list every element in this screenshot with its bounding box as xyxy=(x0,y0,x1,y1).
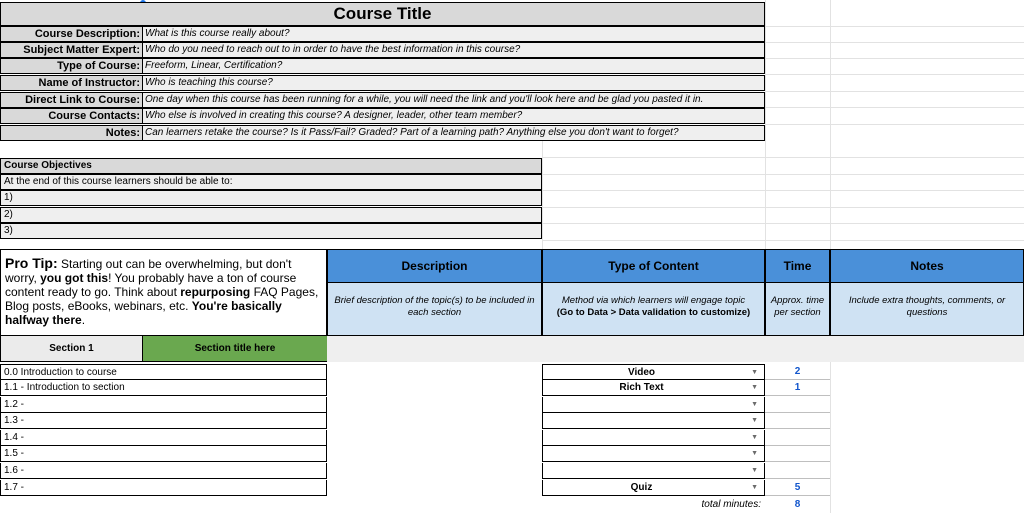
lesson-time[interactable]: 5 xyxy=(765,480,830,496)
subheader-notes[interactable]: Include extra thoughts, comments, or questions xyxy=(830,283,1024,336)
lesson-row[interactable] xyxy=(0,480,1024,496)
info-value[interactable]: Who is teaching this course? xyxy=(143,75,765,91)
lesson-row[interactable] xyxy=(0,397,1024,413)
objective-item[interactable]: 1) xyxy=(0,190,542,206)
gridline xyxy=(765,26,1024,27)
info-row-contacts[interactable] xyxy=(0,108,765,124)
chevron-down-icon[interactable]: ▼ xyxy=(751,401,758,408)
lesson-time[interactable] xyxy=(765,446,830,462)
header-time[interactable]: Time xyxy=(765,249,830,283)
lesson-name[interactable]: 1.3 - xyxy=(0,413,327,429)
lesson-type-select[interactable] xyxy=(542,380,765,396)
info-label: Name of Instructor: xyxy=(0,75,143,91)
gridline xyxy=(765,42,1024,43)
lesson-type-select[interactable] xyxy=(542,430,765,446)
info-row-type[interactable] xyxy=(0,58,765,74)
lesson-name[interactable]: 1.5 - xyxy=(0,446,327,462)
lesson-type-select[interactable] xyxy=(542,446,765,462)
pro-tip-bold: You're basically halfway there xyxy=(5,299,282,327)
chevron-down-icon[interactable]: ▼ xyxy=(751,384,758,391)
lesson-type-select[interactable] xyxy=(542,397,765,413)
lesson-row[interactable] xyxy=(0,430,1024,446)
section-row-fill[interactable] xyxy=(327,336,1024,362)
chevron-down-icon[interactable]: ▼ xyxy=(751,417,758,424)
lesson-time[interactable]: 2 xyxy=(765,364,830,380)
pro-tip-text: . xyxy=(81,313,86,327)
pro-tip-lead: Pro Tip: xyxy=(5,255,58,271)
chevron-down-icon[interactable]: ▼ xyxy=(751,467,758,474)
gridline xyxy=(765,91,1024,92)
pro-tip-text: FAQ Pages, Blog posts, eBooks, webinars, etc. xyxy=(5,285,319,313)
info-value[interactable]: Can learners retake the course? Is it Pass/Fail? Graded? Part of a learning path? Anything else you don't want to forget? xyxy=(143,125,765,141)
objective-item[interactable]: 2) xyxy=(0,207,542,223)
pro-tip-text: Starting out can be overwhelming, but don't worry, xyxy=(5,257,292,285)
gridline xyxy=(542,207,1024,208)
lesson-type-select[interactable] xyxy=(542,364,765,380)
lesson-name[interactable]: 0.0 Introduction to course xyxy=(0,364,327,380)
header-description[interactable]: Description xyxy=(327,249,542,283)
info-label: Course Contacts: xyxy=(0,108,143,124)
lesson-row[interactable] xyxy=(0,413,1024,429)
pro-tip[interactable] xyxy=(0,249,327,336)
section-number[interactable]: Section 1 xyxy=(0,336,143,362)
lesson-time[interactable]: 1 xyxy=(765,380,830,396)
lesson-type-select[interactable] xyxy=(542,480,765,496)
gridline xyxy=(765,124,1024,125)
info-label: Course Description: xyxy=(0,26,143,42)
info-label: Type of Course: xyxy=(0,58,143,74)
chevron-down-icon[interactable]: ▼ xyxy=(751,434,758,441)
lesson-type-value: Rich Text xyxy=(619,382,664,393)
total-minutes-value[interactable]: 8 xyxy=(794,499,801,510)
pro-tip-text: ! You probably have a ton of course content ready to go. Think about xyxy=(5,271,297,299)
lesson-name[interactable]: 1.7 - xyxy=(0,480,327,496)
gridline xyxy=(765,58,1024,59)
lesson-row[interactable] xyxy=(0,463,1024,479)
subheader-hint: (Go to Data > Data validation to customize) xyxy=(556,307,751,318)
lesson-row[interactable] xyxy=(0,446,1024,462)
gridline xyxy=(542,174,1024,175)
gridline xyxy=(765,107,1024,108)
lesson-time[interactable] xyxy=(765,463,830,479)
section-title[interactable]: Section title here xyxy=(143,336,327,362)
objectives-heading[interactable]: Course Objectives xyxy=(0,158,542,174)
objective-item[interactable]: 3) xyxy=(0,223,542,239)
gridline xyxy=(542,223,1024,224)
gridline xyxy=(542,240,1024,241)
total-minutes-label: total minutes: xyxy=(701,499,761,510)
info-value[interactable]: Who do you need to reach out to in order to have the best information in this course? xyxy=(143,42,765,58)
lesson-type-select[interactable] xyxy=(542,413,765,429)
info-row-sme[interactable] xyxy=(0,42,765,58)
objectives-intro[interactable]: At the end of this course learners should be able to: xyxy=(0,174,542,190)
lesson-type-value: Video xyxy=(627,367,656,378)
lesson-row[interactable] xyxy=(0,364,1024,380)
info-row-link[interactable] xyxy=(0,92,765,108)
lesson-time[interactable] xyxy=(765,413,830,429)
info-row-description[interactable] xyxy=(0,26,765,42)
subheader-text: Method via which learners will engage topic xyxy=(561,295,746,306)
chevron-down-icon[interactable]: ▼ xyxy=(751,369,758,376)
gridline xyxy=(542,190,1024,191)
lesson-name[interactable]: 1.4 - xyxy=(0,430,327,446)
header-type-of-content[interactable]: Type of Content xyxy=(542,249,765,283)
lesson-type-select[interactable] xyxy=(542,463,765,479)
subheader-time[interactable]: Approx. time per section xyxy=(765,283,830,336)
info-value[interactable]: Who else is involved in creating this course? A designer, leader, other team member? xyxy=(143,108,765,124)
lesson-time[interactable] xyxy=(765,397,830,413)
info-value[interactable]: What is this course really about? xyxy=(143,26,765,42)
chevron-down-icon[interactable]: ▼ xyxy=(751,484,758,491)
lesson-name[interactable]: 1.1 - Introduction to section xyxy=(0,380,327,396)
lesson-name[interactable]: 1.2 - xyxy=(0,397,327,413)
gridline xyxy=(765,74,1024,75)
gridline xyxy=(542,157,1024,158)
chevron-down-icon[interactable]: ▼ xyxy=(751,450,758,457)
info-value[interactable]: Freeform, Linear, Certification? xyxy=(143,58,765,74)
header-notes[interactable]: Notes xyxy=(830,249,1024,283)
subheader-description[interactable]: Brief description of the topic(s) to be included in each section xyxy=(327,283,542,336)
pro-tip-bold: you got this xyxy=(40,271,109,285)
lesson-type-value: Quiz xyxy=(630,482,653,493)
info-label: Direct Link to Course: xyxy=(0,92,143,108)
course-title[interactable]: Course Title xyxy=(0,2,765,26)
pro-tip-bold: repurposing xyxy=(180,285,251,299)
info-label: Notes: xyxy=(0,125,143,141)
lesson-time[interactable] xyxy=(765,430,830,446)
info-value[interactable]: One day when this course has been running for a while, you will need the link and you'll look here and be glad you pasted it in. xyxy=(143,92,765,108)
lesson-name[interactable]: 1.6 - xyxy=(0,463,327,479)
info-label: Subject Matter Expert: xyxy=(0,42,143,58)
lesson-row[interactable] xyxy=(0,380,1024,396)
info-row-notes[interactable] xyxy=(0,125,765,141)
info-row-instructor[interactable] xyxy=(0,75,765,91)
subheader-type-of-content[interactable] xyxy=(542,283,765,336)
